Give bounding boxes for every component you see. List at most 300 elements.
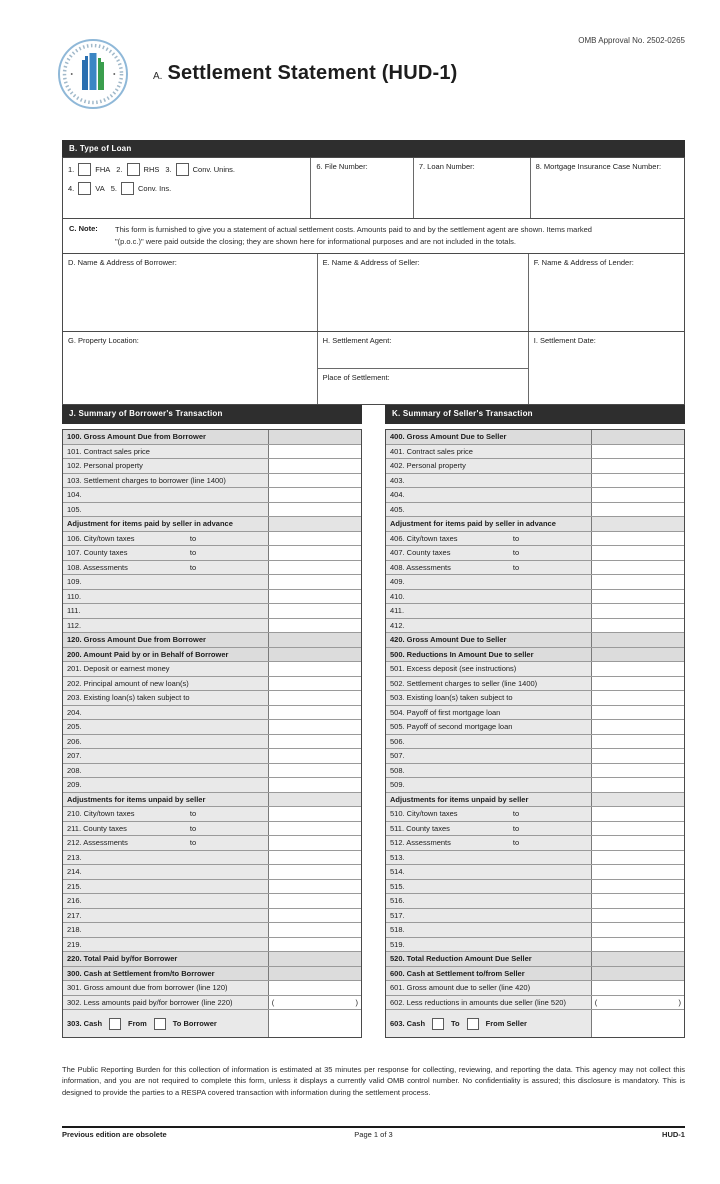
table-row xyxy=(386,735,684,750)
row-label-text: 216. xyxy=(67,896,82,905)
table-row xyxy=(63,691,361,706)
row-label xyxy=(386,691,591,705)
to-mark: to xyxy=(512,809,520,818)
loan-type-rhs xyxy=(116,163,159,176)
row-label-text: 506. xyxy=(390,736,405,746)
table-row xyxy=(386,604,684,619)
table-row xyxy=(63,807,361,822)
page-title: Settlement Statement (HUD-1) xyxy=(167,62,458,84)
row-label xyxy=(386,662,591,676)
row-label xyxy=(386,648,591,662)
row-label xyxy=(63,996,268,1010)
row-amount-field[interactable] xyxy=(591,488,684,502)
row-label-text: 519. xyxy=(390,939,405,949)
loan-info-block xyxy=(62,157,685,405)
row-label-text: 406. City/town taxes xyxy=(390,533,458,543)
table-row xyxy=(386,706,684,721)
row-amount-field[interactable] xyxy=(268,764,361,778)
table-row xyxy=(63,662,361,677)
row-label-text: 510. City/town taxes xyxy=(390,809,458,818)
table-row xyxy=(386,981,684,996)
table-row xyxy=(386,488,684,503)
table-row xyxy=(63,459,361,474)
table-row xyxy=(63,880,361,895)
row-amount-field[interactable] xyxy=(268,720,361,734)
row-amount-field[interactable] xyxy=(268,981,361,995)
row-label xyxy=(63,546,268,560)
row-amount-field[interactable] xyxy=(591,822,684,836)
row-amount-field[interactable] xyxy=(268,1010,361,1037)
table-row xyxy=(386,445,684,460)
row-label-text: 217. xyxy=(67,910,82,920)
row-amount-field[interactable] xyxy=(268,851,361,865)
row-label-text: 515. xyxy=(390,881,405,891)
row-amount-field[interactable] xyxy=(591,1010,684,1037)
row-amount-field[interactable] xyxy=(268,778,361,792)
row-label xyxy=(63,561,268,575)
row-amount-field[interactable] xyxy=(268,488,361,502)
row-amount-field[interactable] xyxy=(268,517,361,531)
property-location-label: G. Property Location: xyxy=(68,336,139,346)
table-row xyxy=(386,633,684,648)
row-label xyxy=(63,604,268,618)
row-amount-field[interactable] xyxy=(268,648,361,662)
table-row xyxy=(63,865,361,880)
row-label xyxy=(63,894,268,908)
loan-type-number: 3. xyxy=(165,165,172,174)
row-label xyxy=(386,1010,591,1037)
loan-type-checkbox[interactable] xyxy=(176,163,189,176)
row-label-text: 411. xyxy=(390,606,405,615)
row-amount-field[interactable] xyxy=(591,749,684,763)
row-amount-field[interactable] xyxy=(268,735,361,749)
table-row xyxy=(63,430,361,445)
row-amount-field[interactable] xyxy=(591,474,684,488)
loan-type-checkbox[interactable] xyxy=(78,163,91,176)
place-of-settlement-field[interactable] xyxy=(318,369,528,405)
row-label-text: 600. Cash at Settlement to/from Seller xyxy=(390,968,525,978)
row-amount-field[interactable] xyxy=(591,996,684,1010)
paren-close: ) xyxy=(355,997,358,1007)
row-label xyxy=(386,952,591,966)
row-amount-field[interactable] xyxy=(591,619,684,633)
row-amount-field[interactable] xyxy=(591,648,684,662)
row-label-text: 104. xyxy=(67,490,82,499)
table-row xyxy=(63,851,361,866)
row-amount-field[interactable] xyxy=(268,459,361,473)
row-label xyxy=(386,822,591,836)
row-amount-field[interactable] xyxy=(268,807,361,821)
row-amount-field[interactable] xyxy=(268,604,361,618)
row-label xyxy=(386,865,591,879)
row-label xyxy=(386,909,591,923)
row-amount-field[interactable] xyxy=(591,952,684,966)
row-label-text: Adjustments for items unpaid by seller xyxy=(390,794,529,804)
to-mark: to xyxy=(189,548,197,557)
table-row xyxy=(386,691,684,706)
row-label xyxy=(63,952,268,966)
row-label xyxy=(63,691,268,705)
footer-divider xyxy=(62,1126,685,1128)
table-row xyxy=(63,952,361,967)
row-label xyxy=(63,749,268,763)
row-amount-field[interactable] xyxy=(268,836,361,850)
row-label-text: 214. xyxy=(67,867,82,876)
row-amount-field[interactable] xyxy=(591,590,684,604)
row-amount-field[interactable] xyxy=(268,706,361,720)
row-amount-field[interactable] xyxy=(268,938,361,952)
row-amount-field[interactable] xyxy=(268,967,361,981)
row-label-text: 503. Existing loan(s) taken subject to xyxy=(390,693,513,702)
row-amount-field[interactable] xyxy=(591,764,684,778)
table-row xyxy=(386,561,684,576)
row-amount-field[interactable] xyxy=(591,807,684,821)
section-k-header: K. Summary of Seller's Transaction xyxy=(385,405,685,424)
lender-name-address-field[interactable] xyxy=(529,254,684,331)
loan-type-number: 2. xyxy=(116,165,123,174)
row-label xyxy=(63,488,268,502)
row-amount-field[interactable] xyxy=(591,459,684,473)
borrower-transaction-table xyxy=(62,429,362,1038)
paren-close: ) xyxy=(678,997,681,1007)
row-amount-field[interactable] xyxy=(268,662,361,676)
row-label xyxy=(386,764,591,778)
row-amount-field[interactable] xyxy=(268,546,361,560)
row-label xyxy=(386,503,591,517)
table-row xyxy=(386,720,684,735)
row-amount-field[interactable] xyxy=(591,880,684,894)
row-label-text: 504. Payoff of first mortgage loan xyxy=(390,707,501,717)
row-label xyxy=(63,648,268,662)
row-label xyxy=(63,851,268,865)
row-label xyxy=(63,836,268,850)
cash-checkbox[interactable] xyxy=(432,1018,444,1030)
property-location-field[interactable] xyxy=(63,332,318,404)
cash-checkbox[interactable] xyxy=(109,1018,121,1030)
table-row xyxy=(386,967,684,982)
table-row xyxy=(63,822,361,837)
row-amount-field[interactable] xyxy=(268,865,361,879)
row-amount-field[interactable] xyxy=(591,517,684,531)
settlement-agent-field[interactable] xyxy=(318,332,528,369)
row-amount-field[interactable] xyxy=(591,735,684,749)
row-amount-field[interactable] xyxy=(268,996,361,1010)
row-label-text: 518. xyxy=(390,925,405,934)
row-amount-field[interactable] xyxy=(268,793,361,807)
borrower-label: D. Name & Address of Borrower: xyxy=(68,258,177,268)
row-label xyxy=(63,880,268,894)
borrower-name-address-field[interactable] xyxy=(63,254,318,331)
row-label-text: 108. Assessments xyxy=(67,562,128,572)
table-row xyxy=(386,923,684,938)
row-label xyxy=(386,604,591,618)
table-row xyxy=(63,836,361,851)
row-label xyxy=(63,909,268,923)
row-amount-field[interactable] xyxy=(591,604,684,618)
table-row xyxy=(63,938,361,953)
row-amount-field[interactable] xyxy=(268,923,361,937)
row-label-text: 520. Total Reduction Amount Due Seller xyxy=(390,954,532,963)
row-amount-field[interactable] xyxy=(591,691,684,705)
paren-open: ( xyxy=(271,997,275,1007)
table-row xyxy=(63,909,361,924)
row-amount-field[interactable] xyxy=(268,532,361,546)
table-row xyxy=(386,894,684,909)
table-row xyxy=(63,633,361,648)
row-label-text: 204. xyxy=(67,707,82,717)
table-row xyxy=(386,1010,684,1037)
row-label-text: 408. Assessments xyxy=(390,562,451,572)
row-label xyxy=(386,619,591,633)
row-amount-field[interactable] xyxy=(591,778,684,792)
loan-type-label: Conv. Unins. xyxy=(192,165,236,174)
cash-checkbox[interactable] xyxy=(467,1018,479,1030)
public-reporting-burden-text: The Public Reporting Burden for this collection of information is estimated at 35 minutes per response for collecting, reviewing, and reporting the data. This agency may not collect this information, and you are not required to complete this form, unless it displays a currently valid OMB control number. No confidentiality is assured; this disclosure is mandatory. This is designed to provide the parties to a RESPA covered transaction with information during the settlement process. xyxy=(62,1065,685,1097)
row-amount-field[interactable] xyxy=(591,865,684,879)
table-row xyxy=(63,517,361,532)
table-row xyxy=(63,894,361,909)
row-amount-field[interactable] xyxy=(268,677,361,691)
loan-number-field[interactable] xyxy=(414,158,531,218)
row-amount-field[interactable] xyxy=(591,793,684,807)
row-label-text: 215. xyxy=(67,881,82,891)
row-amount-field[interactable] xyxy=(591,894,684,908)
row-label-text: 205. xyxy=(67,722,82,731)
table-row xyxy=(386,909,684,924)
to-mark: to xyxy=(189,533,197,543)
row-amount-field[interactable] xyxy=(591,532,684,546)
previous-edition-note: Previous edition are obsolete xyxy=(62,1130,167,1139)
row-label xyxy=(63,764,268,778)
row-label xyxy=(63,706,268,720)
row-amount-field[interactable] xyxy=(591,923,684,937)
row-label-text: 412. xyxy=(390,620,405,630)
row-amount-field[interactable] xyxy=(268,445,361,459)
row-label-text: 200. Amount Paid by or in Behalf of Borrower xyxy=(67,649,229,659)
cash-checkbox[interactable] xyxy=(154,1018,166,1030)
row-amount-field[interactable] xyxy=(268,430,361,444)
table-row xyxy=(63,764,361,779)
table-row xyxy=(63,1010,361,1037)
row-label xyxy=(386,996,591,1010)
cash-option-label: To xyxy=(451,1019,460,1028)
row-amount-field[interactable] xyxy=(268,619,361,633)
loan-type-conv-unins xyxy=(165,163,235,176)
row-label xyxy=(386,474,591,488)
row-amount-field[interactable] xyxy=(591,546,684,560)
row-label-text: 206. xyxy=(67,736,82,746)
row-label-text: 409. xyxy=(390,577,405,586)
row-label xyxy=(386,793,591,807)
row-label xyxy=(386,981,591,995)
table-row xyxy=(63,967,361,982)
table-row xyxy=(386,575,684,590)
row-label xyxy=(63,445,268,459)
to-mark: to xyxy=(189,823,197,833)
row-amount-field[interactable] xyxy=(591,633,684,647)
table-row xyxy=(63,749,361,764)
table-row xyxy=(63,532,361,547)
row-label-text: Adjustments for items unpaid by seller xyxy=(67,794,206,804)
row-amount-field[interactable] xyxy=(268,575,361,589)
row-amount-field[interactable] xyxy=(268,503,361,517)
row-label xyxy=(386,778,591,792)
loan-type-label: VA xyxy=(95,184,105,193)
place-of-settlement-label: Place of Settlement: xyxy=(322,372,390,382)
row-label-text: 407. County taxes xyxy=(390,548,451,557)
table-row xyxy=(63,590,361,605)
to-mark: to xyxy=(512,533,520,543)
row-label xyxy=(63,822,268,836)
row-label xyxy=(63,474,268,488)
row-label xyxy=(63,575,268,589)
loan-type-number: 1. xyxy=(68,165,75,174)
loan-type-checkbox[interactable] xyxy=(121,182,134,195)
file-number-field[interactable] xyxy=(311,158,413,218)
row-label xyxy=(386,430,591,444)
loan-type-checkbox[interactable] xyxy=(127,163,140,176)
row-label xyxy=(63,865,268,879)
hud-seal-logo xyxy=(57,38,129,110)
row-amount-field[interactable] xyxy=(591,430,684,444)
row-amount-field[interactable] xyxy=(268,822,361,836)
row-amount-field[interactable] xyxy=(591,909,684,923)
row-label-text: 212. Assessments xyxy=(67,838,128,847)
cash-row-label: 303. Cash xyxy=(67,1019,103,1028)
table-row xyxy=(386,938,684,953)
row-amount-field[interactable] xyxy=(268,474,361,488)
row-amount-field[interactable] xyxy=(591,445,684,459)
table-row xyxy=(63,793,361,808)
row-label xyxy=(386,836,591,850)
row-label-text: 404. xyxy=(390,490,405,499)
row-label-text: 400. Gross Amount Due to Seller xyxy=(390,432,507,441)
seller-name-address-field[interactable] xyxy=(318,254,529,331)
row-amount-field[interactable] xyxy=(591,836,684,850)
row-label xyxy=(386,720,591,734)
row-amount-field[interactable] xyxy=(268,590,361,604)
row-amount-field[interactable] xyxy=(591,677,684,691)
row-label-text: Adjustment for items paid by seller in advance xyxy=(67,519,233,528)
table-row xyxy=(63,720,361,735)
to-mark: to xyxy=(189,809,197,818)
paren-open: ( xyxy=(594,997,598,1007)
cash-option-label: From xyxy=(128,1019,147,1028)
table-row xyxy=(63,546,361,561)
page-number: Page 1 of 3 xyxy=(354,1130,393,1139)
row-label xyxy=(63,720,268,734)
row-label-text: 101. Contract sales price xyxy=(67,446,150,456)
row-label-text: 211. County taxes xyxy=(67,823,127,833)
row-label xyxy=(63,735,268,749)
row-label-text: 102. Personal property xyxy=(67,461,143,470)
row-amount-field[interactable] xyxy=(268,561,361,575)
row-amount-field[interactable] xyxy=(591,503,684,517)
table-row xyxy=(386,996,684,1011)
table-row xyxy=(63,996,361,1011)
table-row xyxy=(386,865,684,880)
table-row xyxy=(386,648,684,663)
row-amount-field[interactable] xyxy=(591,706,684,720)
row-label xyxy=(63,967,268,981)
table-row xyxy=(63,619,361,634)
row-label-text: 512. Assessments xyxy=(390,838,451,847)
table-row xyxy=(63,503,361,518)
row-label-text: 300. Cash at Settlement from/to Borrower xyxy=(67,968,215,978)
row-amount-field[interactable] xyxy=(268,894,361,908)
table-row xyxy=(386,532,684,547)
row-amount-field[interactable] xyxy=(591,981,684,995)
row-label-text: 203. Existing loan(s) taken subject to xyxy=(67,693,190,702)
row-amount-field[interactable] xyxy=(591,561,684,575)
row-label-text: 207. xyxy=(67,751,82,760)
row-label xyxy=(63,677,268,691)
row-label-text: 213. xyxy=(67,852,82,862)
row-label-text: 105. xyxy=(67,504,82,514)
loan-type-checkboxes xyxy=(63,158,311,218)
table-row xyxy=(63,778,361,793)
table-row xyxy=(386,778,684,793)
row-amount-field[interactable] xyxy=(268,880,361,894)
section-b-header: B. Type of Loan xyxy=(62,140,685,157)
mortgage-insurance-case-number-field[interactable] xyxy=(531,158,684,218)
loan-type-label: RHS xyxy=(143,165,160,174)
table-row xyxy=(386,590,684,605)
row-label xyxy=(386,894,591,908)
table-row xyxy=(63,648,361,663)
table-row xyxy=(386,662,684,677)
row-label-text: 112. xyxy=(67,620,82,630)
settlement-date-field[interactable] xyxy=(529,332,684,404)
row-label xyxy=(386,517,591,531)
table-row xyxy=(386,851,684,866)
loan-type-label: Conv. Ins. xyxy=(137,184,172,193)
row-amount-field[interactable] xyxy=(591,851,684,865)
row-label-text: 420. Gross Amount Due to Seller xyxy=(390,635,507,644)
row-amount-field[interactable] xyxy=(268,691,361,705)
row-label-text: 109. xyxy=(67,577,82,586)
row-label xyxy=(63,938,268,952)
lender-label: F. Name & Address of Lender: xyxy=(533,258,634,268)
loan-type-conv-ins xyxy=(111,182,171,195)
table-row xyxy=(386,430,684,445)
row-amount-field[interactable] xyxy=(591,720,684,734)
table-row xyxy=(63,677,361,692)
row-amount-field[interactable] xyxy=(591,662,684,676)
row-amount-field[interactable] xyxy=(268,633,361,647)
table-row xyxy=(386,619,684,634)
row-label xyxy=(63,981,268,995)
file-number-label: 6. File Number: xyxy=(316,162,368,171)
row-label-text: 201. Deposit or earnest money xyxy=(67,664,170,673)
row-label-text: 220. Total Paid by/for Borrower xyxy=(67,954,178,963)
loan-type-checkbox[interactable] xyxy=(78,182,91,195)
row-label xyxy=(386,532,591,546)
row-label xyxy=(63,619,268,633)
row-amount-field[interactable] xyxy=(591,938,684,952)
row-label xyxy=(386,445,591,459)
row-label-text: 208. xyxy=(67,765,82,775)
row-amount-field[interactable] xyxy=(268,909,361,923)
row-amount-field[interactable] xyxy=(591,967,684,981)
row-label xyxy=(63,778,268,792)
row-amount-field[interactable] xyxy=(268,749,361,763)
row-label-text: 513. xyxy=(390,852,405,862)
row-amount-field[interactable] xyxy=(268,952,361,966)
seller-label: E. Name & Address of Seller: xyxy=(322,258,420,268)
row-amount-field[interactable] xyxy=(591,575,684,589)
table-row xyxy=(386,749,684,764)
